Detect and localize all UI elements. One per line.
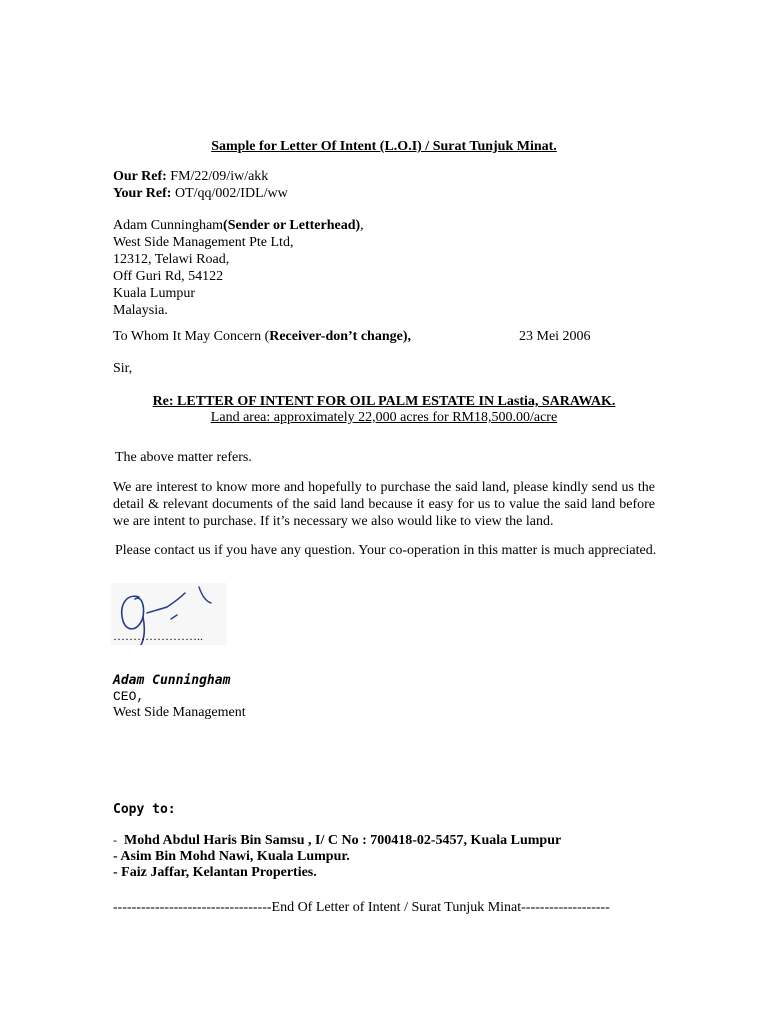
signatory-company: West Side Management (113, 705, 246, 720)
address-line: Malaysia. (113, 303, 168, 318)
address-line: West Side Management Pte Ltd, (113, 235, 294, 250)
copy-to-item (113, 832, 561, 849)
recipient-line (113, 328, 411, 345)
recipient-note: Receiver-don’t change), (269, 329, 412, 344)
copy-to-item-text: Faiz Jaffar, Kelantan Properties. (121, 865, 317, 880)
copy-to-item (113, 864, 317, 881)
sender-note: (Sender or Letterhead) (223, 218, 361, 233)
copy-to-item (113, 848, 350, 865)
our-ref-label: Our Ref: (113, 169, 167, 184)
signature-dots: ………………….. (113, 629, 203, 643)
our-ref (113, 168, 268, 185)
paragraph-body: We are interest to know more and hopefully to purchase the said land, please kindly send us the detail & relevant documents of the said land because it easy for us to value the said land before we are intent to purchase. If it’s necessary we also would like to view the land. (113, 480, 655, 529)
document-title: Sample for Letter Of Intent (L.O.I) / Surat Tunjuk Minat. (211, 139, 557, 154)
signature-image (111, 583, 227, 645)
your-ref (113, 185, 288, 202)
address-line: Off Guri Rd, 54122 (113, 269, 224, 284)
signatory-title: CEO, (113, 689, 145, 704)
copy-to-item-text: Mohd Abdul Haris Bin Samsu , I/ C No : 700418-02-5457, Kuala Lumpur (124, 833, 562, 848)
paragraph-closing: Please contact us if you have any question. Your co-operation in this matter is much appreciated. (115, 543, 657, 558)
sender-name: Adam Cunningham (113, 218, 224, 233)
list-bullet: - (113, 849, 118, 864)
sender-name-line (113, 217, 364, 234)
letter-date: 23 Mei 2006 (519, 329, 591, 344)
sender-name-suffix: , (360, 218, 364, 233)
address-line: Kuala Lumpur (113, 286, 196, 301)
paragraph-intro: The above matter refers. (115, 450, 252, 465)
copy-to-heading: Copy to: (113, 802, 176, 817)
end-of-letter-footer: ----------------------------------End Of Letter of Intent / Surat Tunjuk Minat------------------- (113, 900, 610, 915)
your-ref-value: OT/qq/002/IDL/ww (171, 186, 288, 201)
your-ref-label: Your Ref: (113, 186, 172, 201)
list-bullet: - (113, 833, 117, 847)
re-land-area: Land area: approximately 22,000 acres for RM18,500.00/acre (210, 410, 558, 425)
list-bullet: - (113, 865, 118, 880)
signatory-name: Adam Cunningham (113, 673, 231, 688)
sender-block (113, 217, 364, 319)
address-line: 12312, Telawi Road, (113, 252, 230, 267)
our-ref-value: FM/22/09/iw/akk (166, 169, 269, 184)
salutation: Sir, (113, 361, 133, 376)
re-subject: Re: LETTER OF INTENT FOR OIL PALM ESTATE IN Lastia, SARAWAK. (152, 394, 616, 409)
copy-to-item-text: Asim Bin Mohd Nawi, Kuala Lumpur. (120, 849, 350, 864)
recipient-prefix: To Whom It May Concern ( (113, 329, 270, 344)
